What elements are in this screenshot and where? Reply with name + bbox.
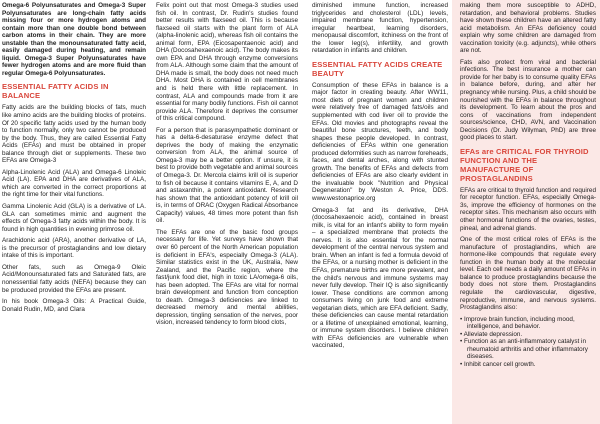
column-4 bbox=[452, 0, 600, 424]
heading-efa-beauty: ESSENTIAL FATTY ACIDS CREATE BEAUTY bbox=[312, 59, 443, 78]
paragraph: Fats also protect from viral and bacterial infections. The best insurance a mother can provide for her baby is to consume quality EFAs in balance before, during, and after her pregnancy while nursing. Plus, a child should be nourished with the EFAs in balance throughout its development. To learn about the pros and cons of vaccinations from independent sources/science, CHD, AVN, and Vaccination Decisions (Dr. Judy Wilyman, PhD) are three good places to start. bbox=[460, 58, 596, 142]
paragraph: The EFAs are one of the basic food groups necessary for life. Yet surveys have shown that over 60 percent of the North American population is deficient in EFA's, especially Omega-3 (ALA). Similar statistics exist in the UK, Australia, New Zealand, and the Pacific region, where the fast/junk food diet, high in toxic LA/omega-6 oils, has been adopted. The EFAs are vital for normal brain development and function from conception to death. Omega-3 deficiencies are linked to decreased memory and mental abilities, depression, tingling sensation of the nerves, poor vision, increased tendency to form blood clots, bbox=[156, 228, 298, 327]
list-item: • Inhibit cancer cell growth. bbox=[460, 360, 536, 368]
paragraph: Omega-3 fat and its derivative, DHA (docosahexaenoic acid), contained in breast milk, is vital for an infant's ability to form myelin – a specialized membrane that protects the nerves. It is also essential for the normal development of the central nervous system and brain. When an infant is fed a formula devoid of the EFAs, or a nursing mother is deficient in the EFAs, premature births are more prevalent, and the child's nervous and immune systems may never fully develop. Their IQ is also significantly lower. These conditions are common among consumers living on junk food and extreme vegetarian diets, which are EFA deficient. Sadly, these deficiencies can cause mental retardation or a lifetime of unexplained emotional, learning, or immune system disorders. I believe children with EFAs deficiencies are vulnerable when vaccinated, bbox=[312, 206, 448, 350]
list-item: • Function as an anti-inflammatory catalyst in rheumatoid arthritis and other inflammatory diseases. bbox=[460, 338, 588, 361]
list-item-text: Improve brain function, including mood, intelligence, and behavior. bbox=[463, 315, 575, 331]
column-2 bbox=[150, 0, 302, 424]
list-item-text: Inhibit cancer cell growth. bbox=[463, 360, 536, 368]
paragraph: Other fats, such as Omega-9 Oleic Acid/Monounsaturated fats and Saturated fats, are nonessential fatty acids (NEFA) because they can be produced provided the EFAs are present. bbox=[2, 263, 146, 294]
heading-efa-balance: ESSENTIAL FATTY ACIDS IN BALANCE bbox=[2, 82, 109, 101]
paragraph: Felix point out that most Omega-3 studies used fish oil. In contrast, Dr. Rudin's studies found better results with flaxseed oil. This is because flaxseed oil starts with the plant form of ALA (alpha-linolenic acid), whereas fish oil contains the animal form, EPA (Eicosapentaenoic acid) and DHA (Docosahexaenoic acid). The body makes its own EPA and DHA through enzyme conversions from ALA. Although some claim that the amount of DHA made is small, the body does not need much DHA. Most DHA is contained in cell membranes and is held there with little replacement. In contrast, ALA and compounds made from it are essential for many bodily functions. Fish oil cannot provide ALA. Therefore it deprives the consumer of this critical compound. bbox=[156, 2, 298, 123]
paragraph: Gamma Linolenic Acid (GLA) is a derivative of LA. GLA can sometimes mimic and augment the effects of Omega-3 fatty acids within the body. It is found in high quantities in evening primrose oil. bbox=[2, 203, 146, 233]
column-3 bbox=[302, 0, 452, 424]
prostaglandin-benefits-list bbox=[460, 316, 596, 369]
list-item: • Improve brain function, including mood, intelligence, and behavior. bbox=[460, 315, 575, 331]
heading-efa-thyroid: EFAs are CRITICAL FOR THYROID FUNCTION AND THE MANUFACTURE OF PROSTAGLANDINS bbox=[460, 146, 589, 183]
paragraph: making them more susceptible to ADHD, retardation, and behavioral problems. Studies have shown these children have an altered fatty acid metabolism. An EFAs deficiency could explain why some children are damaged from vaccination toxicity (e.g. adjuncts), while others are not. bbox=[460, 2, 596, 55]
column-1 bbox=[0, 0, 150, 424]
paragraph: Consumption of these EFAs in balance is a major factor in creating beauty. After WW11, most diets of pregnant women and children were relatively free of damaged fats/oils and supplemented with cod liver oil to provide the EFAs. Old movies and photographs reveal the beautiful bone structures, teeth, and body shapes these people developed. In contrast, deficiencies of EFAs within one generation produced deformities such as narrow foreheads, faces, and dental arches, along with stunted growth. The benefits of EFAs and defects from deficiencies of EFAs are also clearly evident in the invaluable book "Nutrition and Physical Degeneration" by Weston A. Price, DDS. www.westonaprice.org bbox=[312, 81, 448, 203]
paragraph: Fatty acids are the building blocks of fats, much like amino acids are the building blocks of proteins. Of 20 specific fatty acids used by the human body to function normally, only two cannot be produced by the body. Thus, they are called Essential Fatty Acids (EFAs) and must be obtained in proper balance through diet or supplements. These two EFAs are Omega-3 bbox=[2, 104, 146, 165]
intro-paragraph bbox=[2, 2, 146, 77]
paragraph: One of the most critical roles of EFAs is the manufacture of prostaglandins, which are hormone-like compounds that regulate every function in the human body at the molecular level. Each cell needs a daily amount of EFAs in balance to produce prostaglandins because the body does not store them. Prostaglandins regulate the cardiovascular, digestive, reproductive, immune, and nervous systems. Prostaglandins also: bbox=[460, 236, 596, 312]
paragraph: Alpha-Linolenic Acid (ALA) and Omega-6 Linoleic Acid (LA). EPA and DHA are derivatives of ALA, which are converted in the correct proportions at the right time for their vital functions. bbox=[2, 168, 146, 199]
paragraph: Arachidonic acid (ARA), another derivative of LA, is the precursor of prostaglandins and low dietary intake of this is important. bbox=[2, 237, 146, 260]
list-item: • Alleviate depression. bbox=[460, 330, 523, 338]
list-item-text: Alleviate depression. bbox=[463, 330, 523, 338]
paragraph: In his book Omega-3 Oils: A Practical Guide, Donald Rudin, MD, and Clara bbox=[2, 298, 146, 313]
list-item-text: Function as an anti-inflammatory catalyst in rheumatoid arthritis and other inflammatory diseases. bbox=[463, 338, 588, 361]
paragraph: diminished immune function, increased triglycerides and cholesterol (LDL) levels, impaired membrane function, hypertension, irregular heartbeat, learning disorders, menopausal discomfort, itchiness on the front of the lower leg(s), infertility, and growth retardation in infants and children. bbox=[312, 2, 448, 55]
paragraph: EFAs are critical to thyroid function and required for receptor function. EFAs, especially Omega-3s, improve the efficiency of hormones on the receptor sites. This mechanism also occurs with other hormonal functions of the ovaries, testes, pineal, and adrenal glands. bbox=[460, 186, 596, 232]
paragraph: For a person that is parasympathetic dominant or has a delta-6-desaturase enzyme defect that deprives the body of making the enzymatic conversion from ALA, the animal source of Omega-3 may be a better option. If unsure, it is best to provide both vegetable and animal sources of Omega-3. Dr. Mercola claims krill oil is superior to fish oil because it contains vitamins E, A, and D and astaxanthin, a potent antioxidant. Research has shown that the antioxidant potency of krill oil is, in terms of ORAC (Oxygen Radical Absorbance Capacity) values, 48 times more potent than fish oil. bbox=[156, 126, 298, 225]
intro-text: Omega-6 Polyunsaturates and Omega-3 Super Polyunsaturates are long-chain fatty acids missing four or more hydrogen atoms and contain more than one double bond between carbon atoms in their chain. They are more unstable than the monounsaturated fatty acid, easily damaged during heating, and remain liquid. Omega-3 Super Polyunsaturates have fewer hydrogen atoms and are more fluid than regular Omega-6 Polyunsaturates. bbox=[2, 2, 146, 77]
